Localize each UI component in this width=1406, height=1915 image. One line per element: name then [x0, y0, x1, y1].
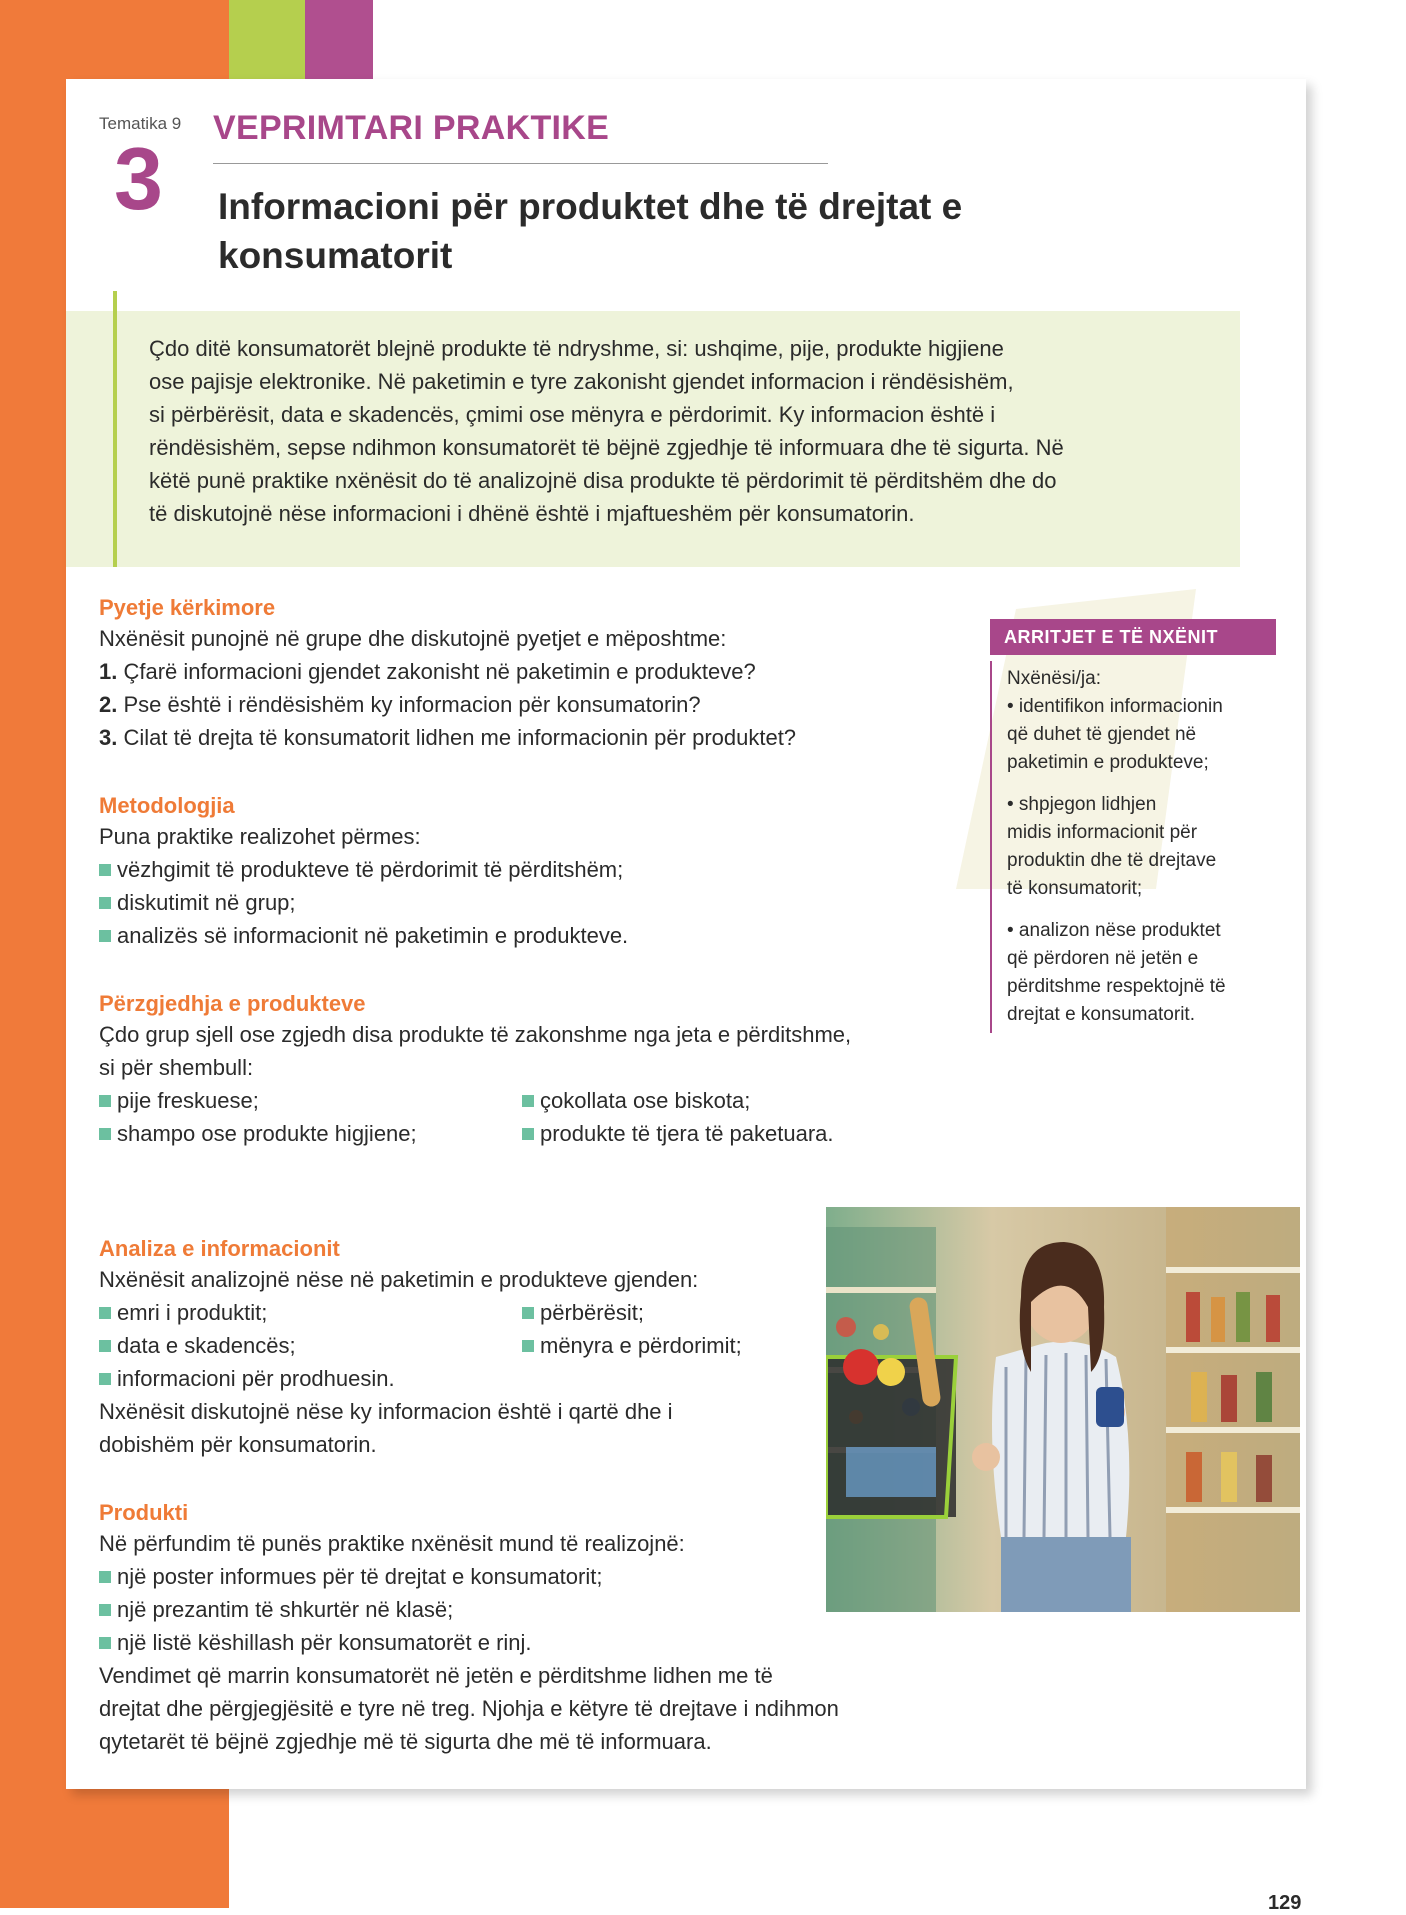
- intro-line: ose pajisje elektronike. Në paketimin e tyre zakonisht gjendet informacion i rëndësishëm,: [149, 369, 1014, 394]
- list-item-text: pije freskuese;: [117, 1088, 259, 1113]
- outcome-line: • analizon nëse produktet: [1007, 920, 1221, 941]
- produkti-outro: Vendimet që marrin konsumatorët në jetën e përditshme lidhen me të: [99, 1663, 773, 1688]
- heading-metodologjia: Metodologjia: [99, 793, 235, 818]
- list-item: [99, 1329, 522, 1362]
- title-divider: [213, 163, 828, 164]
- list-item-text: shampo ose produkte higjiene;: [117, 1121, 417, 1146]
- heading-pyetje: Pyetje kërkimore: [99, 595, 276, 620]
- intro-line: si përbërësit, data e skadencës, çmimi ose mënyra e përdorimit. Ky informacion është i: [149, 402, 996, 427]
- outcome-line: drejtat e konsumatorit.: [1007, 1004, 1195, 1025]
- tematika-label: Tematika 9: [99, 114, 182, 133]
- square-bullet-icon: [99, 1604, 111, 1616]
- question-text: Pse është i rëndësishëm ky informacion për konsumatorin?: [117, 692, 701, 717]
- outcome-line: që përdoren në jetën e: [1007, 948, 1199, 969]
- list-item: [99, 1296, 522, 1329]
- intro-line: këtë punë praktike nxënësit do të analizojnë disa produkte të përdorimit të përditshëm dhe do: [149, 468, 1057, 493]
- list-item: [99, 1626, 999, 1659]
- produkti-intro: Në përfundim të punës praktike nxënësit mund të realizojnë:: [99, 1531, 685, 1556]
- outcome-line: të konsumatorit;: [1007, 878, 1143, 899]
- list-item: [99, 1117, 522, 1150]
- shopping-woman-photo: [826, 1207, 1300, 1612]
- page-number: 129: [1268, 1892, 1302, 1914]
- square-bullet-icon: [99, 897, 111, 909]
- outcome-line: përditshme respektojnë të: [1007, 976, 1226, 997]
- list-row: [99, 1117, 999, 1150]
- produkti-outro: drejtat dhe përgjegjësitë e tyre në treg. Njohja e këtyre të drejtave i ndihmon: [99, 1696, 839, 1721]
- activity-number: 3: [114, 129, 163, 228]
- metodologjia-intro: Puna praktike realizohet përmes:: [99, 824, 421, 849]
- list-item-text: data e skadencës;: [117, 1333, 296, 1358]
- list-item-text: vëzhgimit të produkteve të përdorimit të përditshëm;: [117, 857, 624, 882]
- list-item-text: çokollata ose biskota;: [540, 1088, 751, 1113]
- pyetje-body: [99, 622, 999, 754]
- square-bullet-icon: [522, 1307, 534, 1319]
- outcome-line: midis informacionit për: [1007, 822, 1198, 843]
- square-bullet-icon: [99, 1571, 111, 1583]
- heading-analiza: Analiza e informacionit: [99, 1236, 340, 1261]
- perzgjedhja-line: Çdo grup sjell ose zgjedh disa produkte të zakonshme nga jeta e përditshme,: [99, 1022, 852, 1047]
- perzgjedhja-line: si për shembull:: [99, 1055, 254, 1080]
- analiza-outro: dobishëm për konsumatorin.: [99, 1432, 377, 1457]
- square-bullet-icon: [99, 1307, 111, 1319]
- square-bullet-icon: [99, 1128, 111, 1140]
- top-tab-green: [229, 0, 305, 80]
- intro-accent-bar: [113, 291, 117, 567]
- intro-line: rëndësishëm, sepse ndihmon konsumatorët të bëjnë zgjedhje të informuara dhe të sigurta. Në: [149, 435, 1064, 460]
- learning-outcomes-body: [990, 661, 1276, 1033]
- learning-outcomes-box: [990, 619, 1276, 1033]
- page-card: [66, 79, 1306, 1914]
- list-row: [99, 1084, 999, 1117]
- list-item-text: një poster informues për të drejtat e konsumatorit;: [117, 1564, 603, 1589]
- square-bullet-icon: [522, 1095, 534, 1107]
- list-item-text: diskutimit në grup;: [117, 890, 296, 915]
- list-item: [99, 1084, 522, 1117]
- produkti-outro: qytetarët të bëjnë zgjedhje më të sigurta dhe më të informuara.: [99, 1729, 712, 1754]
- list-item-text: përbërësit;: [540, 1300, 644, 1325]
- square-bullet-icon: [522, 1340, 534, 1352]
- question-text: Çfarë informacioni gjendet zakonisht në paketimin e produkteve?: [117, 659, 756, 684]
- list-item: [99, 853, 999, 886]
- section-label: VEPRIMTARI PRAKTIKE: [213, 109, 610, 147]
- square-bullet-icon: [99, 1637, 111, 1649]
- list-item: [99, 886, 999, 919]
- perzgjedhja-body: [99, 1018, 999, 1150]
- outcome-line: produktin dhe të drejtave: [1007, 850, 1217, 871]
- outcome-line: • identifikon informacionin: [1007, 696, 1223, 717]
- outcome-line: paketimin e produkteve;: [1007, 752, 1209, 773]
- analiza-outro: Nxënësit diskutojnë nëse ky informacion është i qartë dhe i: [99, 1399, 673, 1424]
- outcome-line: • shpjegon lidhjen: [1007, 794, 1157, 815]
- list-item: [522, 1084, 945, 1117]
- intro-line: Çdo ditë konsumatorët blejnë produkte të ndryshme, si: ushqime, pije, produkte higjiene: [149, 336, 1004, 361]
- square-bullet-icon: [99, 864, 111, 876]
- page-title: [218, 182, 1118, 280]
- list-item-text: analizës së informacionit në paketimin e produkteve.: [117, 923, 629, 948]
- outcome-lead: Nxënësi/ja:: [1007, 668, 1101, 689]
- list-item-text: një prezantim të shkurtër në klasë;: [117, 1597, 454, 1622]
- question-number: 2.: [99, 692, 118, 717]
- outcome-line: që duhet të gjendet në: [1007, 724, 1197, 745]
- question-item: [99, 721, 999, 754]
- square-bullet-icon: [99, 1095, 111, 1107]
- square-bullet-icon: [522, 1128, 534, 1140]
- heading-produkti: Produkti: [99, 1500, 189, 1525]
- learning-outcomes-heading: ARRITJET E TË NXËNIT: [990, 619, 1276, 655]
- outcome-item: [1007, 917, 1276, 1029]
- question-item: [99, 655, 999, 688]
- question-text: Cilat të drejta të konsumatorit lidhen me informacionin për produktet?: [117, 725, 797, 750]
- top-tab-purple: [305, 0, 373, 80]
- list-item-text: një listë këshillash për konsumatorët e rinj.: [117, 1630, 532, 1655]
- pyetje-intro: Nxënësit punojnë në grupe dhe diskutojnë pyetjet e mëposhtme:: [99, 626, 727, 651]
- intro-text: [149, 332, 1204, 530]
- title-line: Informacioni për produktet dhe të drejtat e: [218, 186, 963, 227]
- list-item: [99, 919, 999, 952]
- question-number: 3.: [99, 725, 118, 750]
- square-bullet-icon: [99, 930, 111, 942]
- question-item: [99, 688, 999, 721]
- title-line: konsumatorit: [218, 235, 453, 276]
- square-bullet-icon: [99, 1340, 111, 1352]
- list-item-text: emri i produktit;: [117, 1300, 268, 1325]
- square-bullet-icon: [99, 1373, 111, 1385]
- analiza-intro: Nxënësit analizojnë nëse në paketimin e produkteve gjenden:: [99, 1267, 699, 1292]
- intro-line: të diskutojnë nëse informacioni i dhënë është i mjaftueshëm për konsumatorin.: [149, 501, 915, 526]
- outcome-item: [1007, 693, 1276, 777]
- question-number: 1.: [99, 659, 118, 684]
- photo-illustration: [826, 1207, 1300, 1612]
- list-item: [522, 1117, 945, 1150]
- list-item-text: mënyra e përdorimit;: [540, 1333, 742, 1358]
- list-item-text: informacioni për prodhuesin.: [117, 1366, 395, 1391]
- list-item-text: produkte të tjera të paketuara.: [540, 1121, 834, 1146]
- outcome-item: [1007, 791, 1276, 903]
- heading-perzgjedhja: Përzgjedhja e produkteve: [99, 991, 366, 1016]
- metodologjia-body: [99, 820, 999, 952]
